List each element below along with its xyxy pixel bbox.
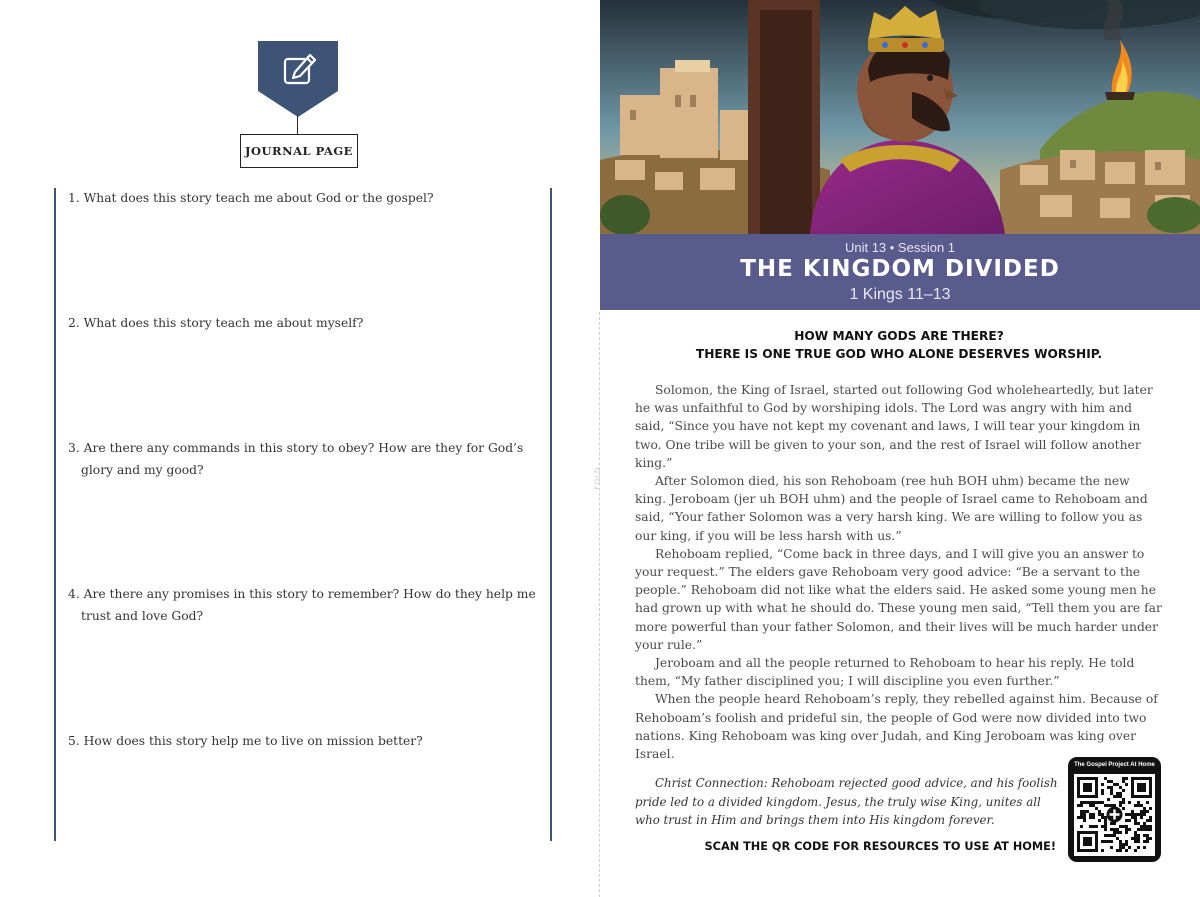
story-text [635,381,1163,763]
right-margin-rule [550,188,552,841]
journal-question-3: 3. Are there any commands in this story to obey? How are they for God’s glory and my good? [68,441,524,477]
fold-line [599,312,600,897]
story-paragraph: Jeroboam and all the people returned to Rehoboam to hear his reply. He told them, “My father disciplined you; I will discipline you even further.” [635,656,1135,689]
big-picture-question [600,327,1198,363]
story-paragraph: Solomon, the King of Israel, started out following God wholeheartedly, but later he was unfaithful to God by worshiping idols. The Lord was angry with him and said, “Since you have not kept my covenant and laws, I will tear your kingdom in two. One tribe will be given to your son, and the rest of Israel will follow another king.” [635,383,1153,470]
journal-question-2: 2. What does this story teach me about myself? [68,316,364,330]
scripture-reference: 1 Kings 11–13 [849,286,951,303]
qr-caption: The Gospel Project At Home [1074,762,1155,768]
journal-badge [258,41,338,117]
scan-qr-instruction: SCAN THE QR CODE FOR RESOURCES TO USE AT HOME! [704,840,1056,853]
story-illustration [600,0,1200,234]
story-paragraph: When the people heard Rehoboam’s reply, they rebelled against him. Because of Rehoboam’s foolish and prideful sin, the people of God were now divided into two nations. King Rehoboam was king over Judah, and King Jeroboam was king over Israel. [635,692,1158,762]
left-margin-rule [54,188,56,841]
big-picture-answer-text: THERE IS ONE TRUE GOD WHO ALONE DESERVES WORSHIP. [695,347,1103,361]
big-picture-question-text: HOW MANY GODS ARE THERE? [794,329,1004,343]
badge-connector [297,116,298,134]
story-title: THE KINGDOM DIVIDED [740,256,1060,282]
session-banner [600,234,1200,310]
journal-page-label: JOURNAL PAGE [240,134,358,168]
journal-question-4: 4. Are there any promises in this story to remember? How do they help me trust and love God? [68,587,536,623]
qr-code-card[interactable] [1068,757,1161,862]
story-paragraph: After Solomon died, his son Rehoboam (ree huh BOH uhm) became the new king. Jeroboam (jer uh BOH uhm) and the people of Israel came to Rehoboam and said, “Your father Solomon was a very harsh king. We are willing to follow you as our king, if you will be less harsh with us.” [635,474,1148,543]
story-paragraph: Rehoboam replied, “Come back in three days, and I will give you an answer to your request.” The elders gave Rehoboam very good advice: “Be a servant to the people.” Rehoboam did not like what the elders said. He asked some young men he had grown up with what he should do. These young men said, “Tell them you are far more powerful than your father Solomon, and their lives will be much harder under your rule.” [635,546,1162,652]
journal-question-1: 1. What does this story teach me about God or the gospel? [68,191,434,205]
qr-code[interactable] [1074,774,1155,856]
fold-label: FOLD [593,466,602,490]
unit-session-label: Unit 13 • Session 1 [844,240,956,255]
journal-question-5: 5. How does this story help me to live on mission better? [68,734,423,748]
christ-connection: Christ Connection: Rehoboam rejected good advice, and his foolish pride led to a divided kingdom. Jesus, the truly wise King, unites all who trust in Him and brings them into His kingdom forever. [635,776,1058,828]
